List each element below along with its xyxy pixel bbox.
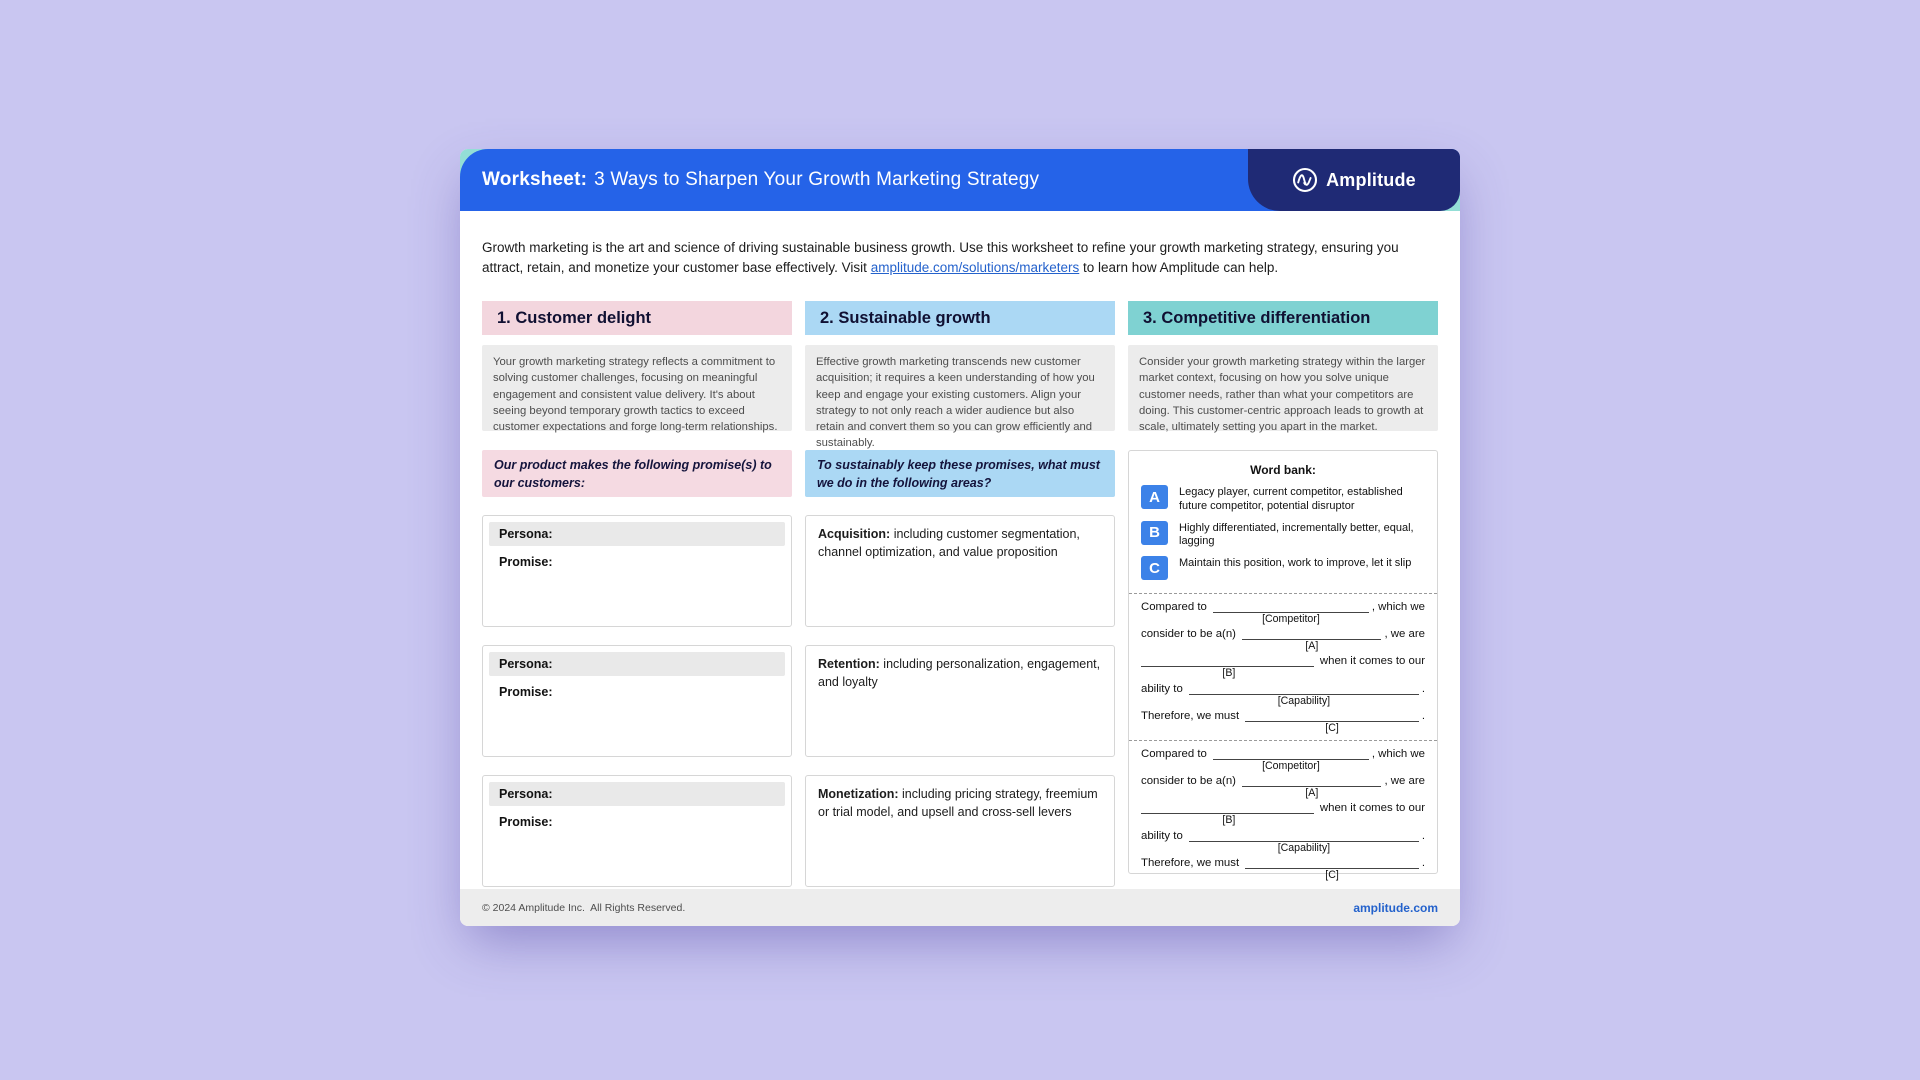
worksheet-header bbox=[460, 149, 1460, 211]
intro-text-after: to learn how Amplitude can help. bbox=[1079, 259, 1279, 275]
dashed-divider bbox=[1129, 740, 1437, 741]
stmt-text: Compared to bbox=[1141, 747, 1211, 760]
word-bank-letter-c: C bbox=[1141, 556, 1168, 580]
amplitude-wave-icon bbox=[1292, 167, 1318, 193]
word-bank-letter-b: B bbox=[1141, 521, 1168, 545]
promise-label: Promise: bbox=[499, 685, 553, 700]
stmt-text: . bbox=[1421, 856, 1425, 869]
stmt-text: Therefore, we must bbox=[1141, 709, 1243, 722]
word-a-hint-label: [A] bbox=[1305, 787, 1319, 800]
retention-detail: including personalization, engagement, and loyalty bbox=[818, 657, 1101, 689]
persona-promise-box-3[interactable] bbox=[482, 775, 792, 887]
word-bank-letter-a: A bbox=[1141, 485, 1168, 509]
monetization-term: Monetization: bbox=[818, 787, 899, 802]
column-customer-delight bbox=[482, 301, 792, 887]
column3-description: Consider your growth marketing strategy within the larger market context, focusing on how you solve unique customer needs, rather than what your competitors are doing. This customer-centric approach leads to growth at scale, ultimately setting you apart in the market. bbox=[1128, 345, 1438, 431]
column3-header: 3. Competitive differentiation bbox=[1128, 301, 1438, 335]
promise-label: Promise: bbox=[499, 555, 553, 570]
amplitude-site-link[interactable]: amplitude.com bbox=[1353, 901, 1438, 916]
word-bank-text-a: Legacy player, current competitor, established future competitor, potential disruptor bbox=[1179, 486, 1403, 512]
stmt-text: , we are bbox=[1384, 775, 1425, 788]
amplitude-logo-box bbox=[1248, 149, 1460, 211]
word-a-hint-label: [A] bbox=[1305, 640, 1319, 653]
stmt-text: when it comes to our bbox=[1316, 802, 1425, 815]
retention-box[interactable] bbox=[805, 645, 1115, 757]
acquisition-box[interactable] bbox=[805, 515, 1115, 627]
word-c-blank[interactable] bbox=[1245, 856, 1419, 869]
page-title bbox=[482, 169, 1039, 191]
persona-promise-box-2[interactable] bbox=[482, 645, 792, 757]
acquisition-term: Acquisition: bbox=[818, 527, 891, 542]
stmt-text: Compared to bbox=[1141, 601, 1211, 614]
persona-label: Persona: bbox=[489, 652, 785, 676]
dashed-divider bbox=[1129, 593, 1437, 594]
word-bank-entry-a bbox=[1141, 485, 1425, 514]
word-b-blank[interactable] bbox=[1141, 654, 1314, 667]
persona-label: Persona: bbox=[489, 782, 785, 806]
stmt-text: Therefore, we must bbox=[1141, 856, 1243, 869]
word-bank-text-b: Highly differentiated, incrementally better, equal, lagging bbox=[1179, 521, 1414, 548]
page-title-text: 3 Ways to Sharpen Your Growth Marketing Strategy bbox=[594, 169, 1040, 190]
stmt-text: . bbox=[1421, 682, 1425, 695]
column1-prompt: Our product makes the following promise(s) to our customers: bbox=[482, 450, 792, 497]
word-c-blank[interactable] bbox=[1245, 709, 1419, 722]
stmt-text: . bbox=[1421, 829, 1425, 842]
stmt-text: , which we bbox=[1371, 601, 1425, 614]
column2-header: 2. Sustainable growth bbox=[805, 301, 1115, 335]
persona-promise-box-1[interactable] bbox=[482, 515, 792, 627]
word-b-blank[interactable] bbox=[1141, 801, 1314, 814]
capability-blank[interactable] bbox=[1189, 682, 1419, 695]
competitive-statement-1 bbox=[1141, 600, 1425, 734]
column2-description: Effective growth marketing transcends new customer acquisition; it requires a keen understanding of how you keep and engage your existing customers. Align your strategy to not only reach a wider audience but also retain and convert them so you can grow efficiently and sustainably. bbox=[805, 345, 1115, 431]
word-b-hint-label: [B] bbox=[1222, 667, 1236, 680]
word-bank bbox=[1141, 461, 1425, 587]
intro-paragraph bbox=[482, 238, 1438, 277]
intro-text-before: Growth marketing is the art and science of driving sustainable business growth. Use this worksheet to refine your growth marketing strategy, ensuring you attract, retain, and monetize your customer base effectively. Visit bbox=[482, 240, 1399, 275]
competitive-worksheet-box bbox=[1128, 450, 1438, 881]
capability-hint-label: [Capability] bbox=[1277, 694, 1331, 707]
promise-label: Promise: bbox=[499, 815, 553, 830]
amplitude-logo-text: Amplitude bbox=[1326, 169, 1416, 190]
word-b-hint-label: [B] bbox=[1222, 814, 1236, 827]
word-a-blank[interactable] bbox=[1242, 627, 1381, 640]
competitor-blank[interactable] bbox=[1213, 747, 1369, 760]
column2-prompt: To sustainably keep these promises, what must we do in the following areas? bbox=[805, 450, 1115, 497]
stmt-text: consider to be a(n) bbox=[1141, 628, 1240, 641]
retention-term: Retention: bbox=[818, 657, 880, 672]
monetization-box[interactable] bbox=[805, 775, 1115, 887]
column1-header: 1. Customer delight bbox=[482, 301, 792, 335]
column-competitive-differentiation bbox=[1128, 301, 1438, 887]
worksheet-footer bbox=[460, 889, 1460, 926]
stmt-text: consider to be a(n) bbox=[1141, 775, 1240, 788]
word-bank-entry-b bbox=[1141, 521, 1425, 550]
competitive-statement-2 bbox=[1141, 747, 1425, 881]
worksheet-columns bbox=[482, 301, 1438, 881]
acquisition-detail: including customer segmentation, channel optimization, and value proposition bbox=[818, 527, 1080, 559]
word-bank-text-c: Maintain this position, work to improve, let it slip bbox=[1179, 557, 1412, 570]
competitor-hint-label: [Competitor] bbox=[1262, 759, 1320, 772]
worksheet-card bbox=[460, 149, 1460, 926]
word-c-hint-label: [C] bbox=[1325, 868, 1339, 881]
stmt-text: when it comes to our bbox=[1316, 655, 1425, 668]
competitor-blank[interactable] bbox=[1213, 600, 1369, 613]
column1-description: Your growth marketing strategy reflects a commitment to solving customer challenges, focusing on meaningful engagement and consistent value delivery. It's about seeing beyond temporary growth tactics to exceed customer expectations and forge long-term relationships. bbox=[482, 345, 792, 431]
page-title-prefix: Worksheet: bbox=[482, 169, 588, 190]
stmt-text: ability to bbox=[1141, 682, 1186, 695]
stmt-text: ability to bbox=[1141, 829, 1186, 842]
word-c-hint-label: [C] bbox=[1325, 721, 1339, 734]
word-a-blank[interactable] bbox=[1242, 774, 1381, 787]
word-bank-title: Word bank: bbox=[1250, 463, 1316, 478]
persona-label: Persona: bbox=[489, 522, 785, 546]
stmt-text: . bbox=[1421, 709, 1425, 722]
column-sustainable-growth bbox=[805, 301, 1115, 887]
stmt-text: , we are bbox=[1384, 628, 1425, 641]
competitor-hint-label: [Competitor] bbox=[1262, 613, 1320, 626]
copyright-text: © 2024 Amplitude Inc. All Rights Reserved. bbox=[482, 902, 686, 915]
monetization-detail: including pricing strategy, freemium or trial model, and upsell and cross-sell levers bbox=[818, 787, 1098, 819]
capability-blank[interactable] bbox=[1189, 829, 1419, 842]
marketers-solutions-link[interactable]: amplitude.com/solutions/marketers bbox=[870, 259, 1080, 275]
capability-hint-label: [Capability] bbox=[1277, 841, 1331, 854]
stmt-text: , which we bbox=[1371, 747, 1425, 760]
word-bank-entry-c bbox=[1141, 556, 1425, 580]
